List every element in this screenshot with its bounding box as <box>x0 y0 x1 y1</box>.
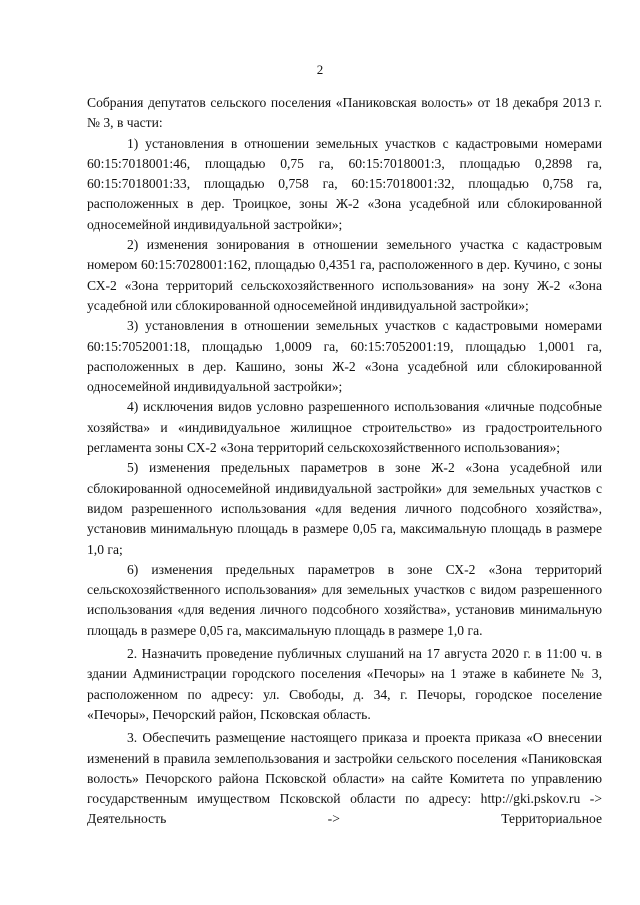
document-body <box>87 93 602 830</box>
paragraph-item-4: 4) исключения видов условно разрешенного использования «личные подсобные хозяйства» и «индивидуальное жилищное строительство» из градостроительного регламента зоны СХ-2 «Зона территорий сельскохозяйственного использования»; <box>87 399 602 456</box>
page-number: 2 <box>316 62 324 77</box>
paragraph-item-6: 6) изменения предельных параметров в зоне СХ-2 «Зона территорий сельскохозяйственного использования» для земельных участков с видом разрешенного использования «для ведения личного подсобного хозяйства», установив минимальную площадь в размере 0,05 га, максимальную площадь в размере 1,0 га. <box>87 561 602 638</box>
paragraph-section-2: 2. Назначить проведение публичных слушаний на 17 августа 2020 г. в 11:00 ч. в здании Администрации городского поселения «Печоры» на 1 этаже в кабинете № 3, расположенном по адресу: ул. Свободы, д. 34, г. Печоры, городское поселение «Печоры», Печорский район, Псковская область. <box>87 646 602 722</box>
paragraph-item-5: 5) изменения предельных параметров в зоне Ж-2 «Зона усадебной или сблокированной односемейной индивидуальной застройки» для земельных участков с видом разрешенного использования «для ведения личного подсобного хозяйства», установив минимальную площадь в размере 0,05 га, максимальную площадь в размере 1,0 га; <box>87 460 602 557</box>
paragraph-item-3: 3) установления в отношении земельных участков с кадастровыми номерами 60:15:7052001:18, площадью 1,0009 га, 60:15:7052001:19, площадью 1,0001 га, расположенных в дер. Кашино, зоны Ж-2 «Зона усадебной или сблокированной односемейной индивидуальной застройки»; <box>87 318 602 395</box>
paragraph-intro: Собрания депутатов сельского поселения «Паниковская волость» от 18 декабря 2013 г. № 3, в части: <box>87 95 602 131</box>
paragraph-item-2: 2) изменения зонирования в отношении земельного участка с кадастровым номером 60:15:7028001:162, площадью 0,4351 га, расположенного в дер. Кучино, с зоны СХ-2 «Зона территорий сельскохозяйственного использования» на зону Ж-2 «Зона усадебной или сблокированной односемейной индивидуальной застройки»; <box>87 237 602 313</box>
paragraph-section-3: 3. Обеспечить размещение настоящего приказа и проекта приказа «О внесении изменений в правила землепользования и застройки сельского поселения «Паниковская волость» Печорского района Псковской области» на сайте Комитета по управлению государственным имуществом Псковской области по адресу: http://gki.pskov.ru -> Деятельность -> Территориальное <box>87 730 602 827</box>
paragraph-item-1: 1) установления в отношении земельных участков с кадастровыми номерами 60:15:7018001:46, площадью 0,75 га, 60:15:7018001:3, площадью 0,2898 га, 60:15:7018001:33, площадью 0,758 га, 60:15:7018001:32, площадью 0,758 га, расположенных в дер. Троицкое, зоны Ж-2 «Зона усадебной или сблокированной односемейной индивидуальной застройки»; <box>87 135 602 232</box>
